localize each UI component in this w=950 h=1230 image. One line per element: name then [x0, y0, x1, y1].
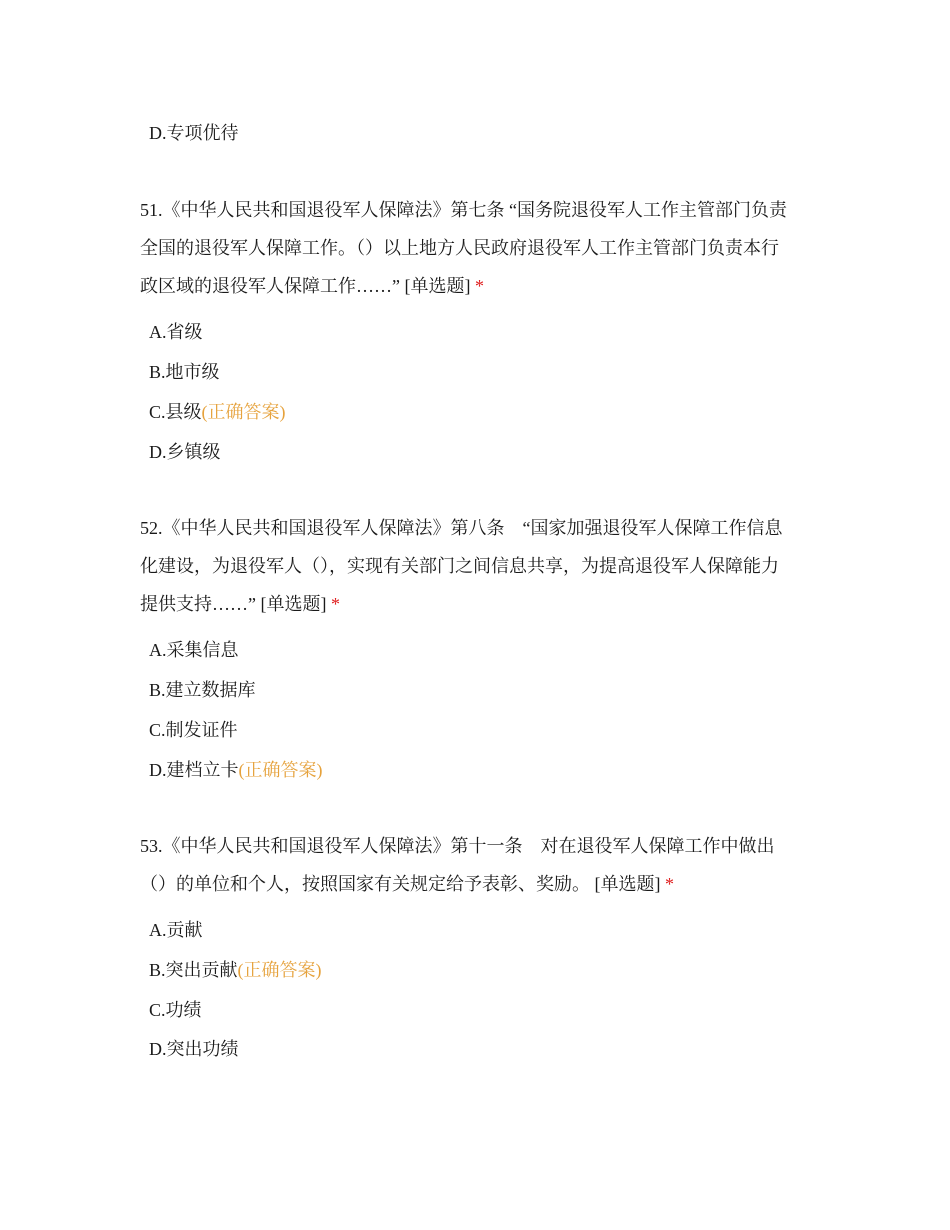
option-c[interactable] [149, 998, 202, 1022]
option-b[interactable] [149, 360, 220, 384]
option-label: C.县级 [149, 402, 202, 422]
option-label: B.建立数据库 [149, 680, 256, 700]
option-label: D.专项优待 [149, 123, 239, 143]
correct-answer-marker: (正确答案) [201, 402, 286, 422]
option-label: A.采集信息 [149, 640, 239, 660]
option-d[interactable] [149, 440, 221, 464]
question-text-line: 政区域的退役军人保障工作……” [单选题] * [140, 276, 484, 296]
option-d[interactable] [149, 758, 323, 782]
question-text-line: 化建设，为退役军人（），实现有关部门之间信息共享，为提高退役军人保障能力 [140, 556, 779, 576]
required-mark: * [474, 276, 484, 296]
question-text-line: （）的单位和个人，按照国家有关规定给予表彰、奖励。 [单选题] * [140, 874, 674, 894]
question-text-line: 51.《中华人民共和国退役军人保障法》第七条 “国务院退役军人工作主管部门负责 [140, 200, 787, 220]
required-mark: * [330, 594, 340, 614]
option-label: B.突出贡献 [149, 960, 238, 980]
option-b[interactable] [149, 958, 322, 982]
option-c[interactable] [149, 400, 286, 424]
option-label: A.省级 [149, 322, 203, 342]
question-53 [140, 827, 820, 903]
option-label: A.贡献 [149, 920, 203, 940]
question-51 [140, 191, 820, 305]
option-label: B.地市级 [149, 362, 220, 382]
option-a[interactable] [149, 320, 203, 344]
correct-answer-marker: (正确答案) [237, 960, 322, 980]
option-b[interactable] [149, 678, 256, 702]
option-d[interactable] [149, 121, 239, 145]
question-52 [140, 509, 820, 623]
option-label: D.乡镇级 [149, 442, 221, 462]
option-label: D.建档立卡 [149, 760, 239, 780]
option-a[interactable] [149, 918, 203, 942]
question-text-line: 52.《中华人民共和国退役军人保障法》第八条 “国家加强退役军人保障工作信息 [140, 518, 783, 538]
option-label: C.功绩 [149, 1000, 202, 1020]
question-text-line: 提供支持……” [单选题] * [140, 594, 340, 614]
question-text-line: 53.《中华人民共和国退役军人保障法》第十一条 对在退役军人保障工作中做出 [140, 836, 775, 856]
option-a[interactable] [149, 638, 239, 662]
question-text-line: 全国的退役军人保障工作。（）以上地方人民政府退役军人工作主管部门负责本行 [140, 238, 779, 258]
option-d[interactable] [149, 1037, 239, 1061]
required-mark: * [665, 874, 674, 894]
correct-answer-marker: (正确答案) [238, 760, 323, 780]
option-c[interactable] [149, 718, 238, 742]
option-label: C.制发证件 [149, 720, 238, 740]
option-label: D.突出功绩 [149, 1039, 239, 1059]
